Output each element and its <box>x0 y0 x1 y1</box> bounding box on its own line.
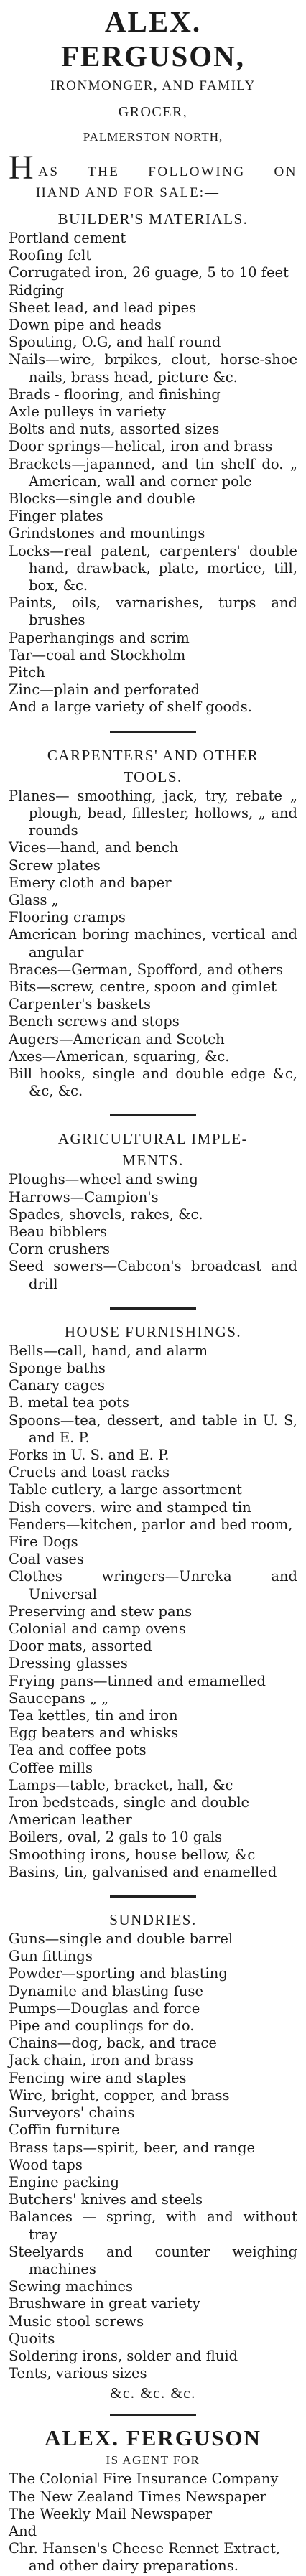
house-item: Egg beaters and whisks <box>9 1725 179 1742</box>
carpenters-item: Planes— smoothing, jack, try, rebate „ plough, bead, fillester, hollows, „ and rounds <box>9 787 297 839</box>
carpenters-item: American boring machines, vertical and angular <box>9 926 297 961</box>
carpenters-item: Vices—hand, and bench <box>9 839 179 857</box>
sundries-item: Steelyards and counter weighing machines <box>9 2243 297 2277</box>
house-item: Sponge baths <box>9 1359 106 1376</box>
sundries-item: Coffin furniture <box>9 2122 120 2139</box>
opening-text: AS THE FOLLOWING ON <box>38 164 297 179</box>
sundries-item: Powder—sporting and blasting <box>9 1965 228 1982</box>
builders-item: Brads - flooring, and finishing <box>9 386 221 403</box>
agricultural-item: Corn crushers <box>9 1241 110 1258</box>
agricultural-implements-list <box>9 1171 297 1292</box>
section-rule <box>110 1307 196 1310</box>
house-item: B. metal tea pots <box>9 1394 129 1411</box>
advertiser-name: ALEX. FERGUSON, <box>60 5 246 73</box>
builders-item: Ridging <box>9 281 65 299</box>
house-item: Canary cages <box>9 1377 105 1394</box>
sundries-item: Sewing machines <box>9 2278 134 2295</box>
section-heading-agricultural: AGRICULTURAL IMPLE- <box>57 1130 249 1148</box>
builders-item: Brackets—japanned, and tin shelf do. „ American, wall and corner pole <box>9 455 297 490</box>
builders-item: Spouting, O.G, and half round <box>9 334 221 351</box>
sundries-item: Pumps—Douglas and force <box>9 1999 200 2017</box>
house-item: Spoons—tea, dessert, and table in U. S, and E. P. <box>9 1411 297 1446</box>
builders-item: Bolts and nuts, assorted sizes <box>9 421 220 438</box>
sundries-item: Chains—dog, back, and trace <box>9 2035 217 2052</box>
section-rule <box>110 1114 196 1116</box>
house-item: Fire Dogs <box>9 1534 78 1550</box>
carpenters-item: Screw plates <box>9 857 101 874</box>
section-heading-carpenters: CARPENTERS' AND OTHER <box>47 746 259 764</box>
builders-materials-list <box>9 230 297 717</box>
house-item: Coal vases <box>9 1551 84 1568</box>
sundries-item: Guns—single and double barrel <box>9 1931 233 1948</box>
house-item: Frying pans—tinned and emamelled <box>9 1672 266 1689</box>
house-item: Iron bedsteads, single and double <box>9 1794 250 1811</box>
carpenters-item: Augers—American and Scotch <box>9 1030 225 1047</box>
sundries-item: Pipe and couplings for do. <box>9 2017 195 2035</box>
section-heading-agricultural-2: MENTS. <box>122 1152 184 1170</box>
sundries-item: Tents, various sizes <box>9 2365 147 2382</box>
house-item: Forks in U. S. and E. P. <box>9 1446 170 1463</box>
sundries-item: Engine packing <box>9 2173 119 2190</box>
agency-item: The New Zealand Times Newspaper <box>9 2488 266 2505</box>
builders-item: Corrugated iron, 26 guage, 5 to 10 feet <box>9 264 289 281</box>
house-item: Preserving and stew pans <box>9 1602 193 1620</box>
sundries-item: Balances — spring, with and without tray <box>9 2208 297 2243</box>
house-item: Lamps—table, bracket, hall, &c <box>9 1776 233 1793</box>
carpenters-item: Braces—German, Spofford, and others <box>9 961 284 978</box>
agency-item: And <box>9 2522 37 2539</box>
section-rule <box>110 731 196 733</box>
sundries-list <box>9 1931 297 2382</box>
town-line: PALMERSTON NORTH, <box>83 130 223 144</box>
builders-item: Grindstones and mountings <box>9 525 205 542</box>
builders-item: And a large variety of shelf goods. <box>9 699 252 716</box>
sundries-item: Music stool screws <box>9 2313 144 2330</box>
drop-initial: H <box>9 149 36 187</box>
section-rule <box>110 1895 196 1898</box>
house-item: Tea kettles, tin and iron <box>9 1707 178 1725</box>
carpenters-item: Bill hooks, single and double edge &c, &c, &c. <box>9 1065 297 1100</box>
builders-item: Locks—real patent, carpenters' double hand, drawback, plate, mortice, till, box, &c. <box>9 542 297 594</box>
builders-item: Pitch <box>9 664 45 681</box>
sundries-item: Dynamite and blasting fuse <box>9 1982 203 1999</box>
sundries-item: Wire, bright, copper, and brass <box>9 2086 230 2104</box>
sundries-item: Brushware in great variety <box>9 2295 200 2313</box>
builders-item: Finger plates <box>9 508 103 525</box>
sundries-item: Soldering irons, solder and fluid <box>9 2347 238 2364</box>
sundries-item: Surveyors' chains <box>9 2104 135 2122</box>
house-item: American leather <box>9 1811 132 1829</box>
sundries-item: Quoits <box>9 2330 55 2347</box>
house-item: Tea and coffee pots <box>9 1742 147 1759</box>
section-heading-house: HOUSE FURNISHINGS. <box>64 1322 242 1340</box>
builders-item: Paperhangings and scrim <box>9 629 190 646</box>
builders-item: Nails—wire, brpikes, clout, horse-shoe nails, brass head, picture &c. <box>9 351 297 386</box>
trade-line: IRONMONGER, AND FAMILY <box>50 78 256 93</box>
house-item: Table cutlery, a large assortment <box>9 1481 243 1498</box>
builders-item: Door springs—helical, iron and brass <box>9 438 273 455</box>
carpenters-item: Emery cloth and baper <box>9 874 172 891</box>
agricultural-item: Spades, shovels, rakes, &c. <box>9 1205 203 1223</box>
trade-line-2: GROCER, <box>118 104 188 120</box>
sundries-item: Fencing wire and staples <box>9 2069 187 2086</box>
agricultural-item: Harrows—Campion's <box>9 1188 159 1205</box>
opening-line <box>9 149 297 187</box>
agricultural-item: Ploughs—wheel and swing <box>9 1171 198 1188</box>
house-item: Dressing glasses <box>9 1655 128 1672</box>
builders-item: Roofing felt <box>9 247 92 264</box>
sundries-item: Jack chain, iron and brass <box>9 2052 194 2069</box>
section-heading-carpenters-2: TOOLS. <box>124 767 182 785</box>
house-item: Boilers, oval, 2 gals to 10 gals <box>9 1829 223 1846</box>
builders-item: Down pipe and heads <box>9 317 162 334</box>
agricultural-item: Seed sowers—Cabcon's broadcast and drill <box>9 1258 297 1292</box>
agency-item: The Weekly Mail Newspaper <box>9 2505 213 2522</box>
sundries-item: Gun fittings <box>9 1948 93 1965</box>
house-item: Colonial and camp ovens <box>9 1620 186 1638</box>
section-heading-sundries: SUNDRIES. <box>109 1911 197 1929</box>
house-item: Cruets and toast racks <box>9 1464 170 1481</box>
sundries-item: Butchers' knives and steels <box>9 2191 203 2208</box>
carpenters-item: Carpenter's baskets <box>9 996 152 1013</box>
house-item: Basins, tin, galvanised and enamelled <box>9 1863 277 1880</box>
sundries-item: Brass taps—spirit, beer, and range <box>9 2139 255 2156</box>
builders-item: Sheet lead, and lead pipes <box>9 299 197 316</box>
section-rule <box>110 2414 196 2416</box>
agency-list <box>9 2470 297 2575</box>
house-furnishings-list <box>9 1343 297 1881</box>
builders-item: Tar—coal and Stockholm <box>9 646 186 663</box>
agency-block <box>9 2425 297 2575</box>
house-item: Clothes wringers—Unreka and Universal <box>9 1568 297 1602</box>
sundries-item: Wood taps <box>9 2156 83 2173</box>
carpenters-tools-list <box>9 788 297 1101</box>
builders-item: Paints, oils, varnarishes, turps and brushes <box>9 594 297 629</box>
agricultural-item: Beau bibblers <box>9 1223 108 1240</box>
house-item: Bells—call, hand, and alarm <box>9 1342 208 1359</box>
house-item: Saucepans „ „ <box>9 1689 109 1707</box>
agency-item: Chr. Hansen's Cheese Rennet Extract, and other dairy preparations. <box>9 2540 281 2575</box>
house-item: Fenders—kitchen, parlor and bed room, <box>9 1516 293 1533</box>
house-item: Coffee mills <box>9 1759 93 1776</box>
house-item: Door mats, assorted <box>9 1638 152 1655</box>
carpenters-item: Glass „ <box>9 891 59 908</box>
carpenters-item: Axes—American, squaring, &c. <box>9 1047 230 1065</box>
agency-name: ALEX. FERGUSON <box>45 2425 261 2451</box>
carpenters-item: Bench screws and stops <box>9 1013 180 1030</box>
builders-item: Blocks—single and double <box>9 490 195 508</box>
opening-line-2: HAND AND FOR SALE:— <box>36 185 220 200</box>
sundries-tail: &c. &c. &c. <box>110 2384 196 2402</box>
carpenters-item: Bits—screw, centre, spoon and gimlet <box>9 978 277 995</box>
agency-label: IS AGENT FOR <box>106 2453 200 2468</box>
carpenters-item: Flooring cramps <box>9 909 126 926</box>
section-heading-builders: BUILDER'S MATERIALS. <box>57 210 249 228</box>
builders-item: Zinc—plain and perforated <box>9 681 200 699</box>
agency-item: The Colonial Fire Insurance Company <box>9 2470 279 2488</box>
house-item: Smoothing irons, house bellow, &c <box>9 1846 256 1863</box>
builders-item: Axle pulleys in variety <box>9 403 166 421</box>
builders-item: Portland cement <box>9 230 126 246</box>
house-item: Dish covers. wire and stamped tin <box>9 1498 251 1516</box>
